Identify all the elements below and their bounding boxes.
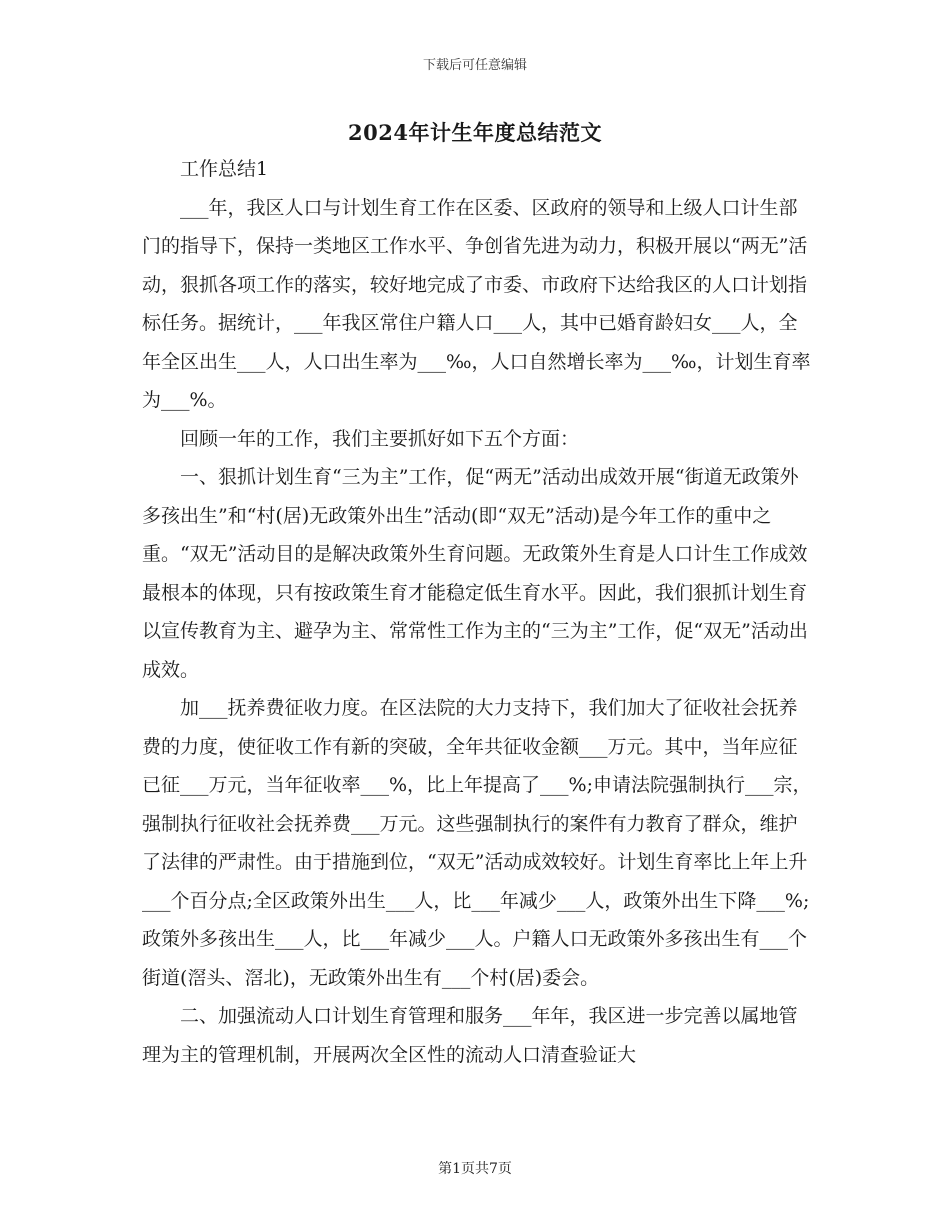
paragraph: 一、狠抓计划生育“三为主”工作，促“两无”活动出成效开展“街道无政策外多孩出生”和“村(居)无政策外出生”活动(即“双无”活动)是今年工作的重中之重。“双无”活动目的是解决政策外生育问题。无政策外生育是人口计生工作成效最根本的体现，只有按政策生育才能稳定低生育水平。因此，我们狠抓计划生育以宣传教育为主、避孕为主、常常性工作为主的“三为主”工作，促“双无”活动出成效。: [142, 466, 808, 681]
header-note: 下载后可任意编辑: [422, 58, 527, 73]
paragraph: ___年，我区人口与计划生育工作在区委、区政府的领导和上级人口计生部门的指导下，保持一类地区工作水平、争创省先进为动力，积极开展以“两无”活动，狠抓各项工作的落实，较好地完成了市委、市政府下达给我区的人口计划指标任务。据统计，___年我区常住户籍人口___人，其中已婚育龄妇女___人，全年全区出生___人，人口出生率为___‰，人口自然增长率为___‰，计划生育率为___%。: [142, 196, 811, 411]
paragraph: 二、加强流动人口计划生育管理和服务___年年，我区进一步完善以属地管理为主的管理机制，开展两次全区性的流动人口清查验证大: [142, 1005, 798, 1066]
paragraph: 加___抚养费征收力度。在区法院的大力支持下，我们加大了征收社会抚养费的力度，使征收工作有新的突破，全年共征收金额___万元。其中，当年应征已征___万元，当年征收率___%，比上年提高了___%;申请法院强制执行___宗，强制执行征收社会抚养费___万元。这些强制执行的案件有力教育了群众，维护了法律的严肃性。由于措施到位，“双无”活动成效较好。计划生育率比上年上升___个百分点;全区政策外出生___人，比___年减少___人，政策外出生下降___%;政策外多孩出生___人，比___年减少___人。户籍人口无政策外多孩出生有___个街道(滘头、滘北)，无政策外出生有___个村(居)委会。: [142, 697, 812, 989]
section-subtitle: 工作总结1: [180, 158, 269, 180]
paragraph: 回顾一年的工作，我们主要抓好如下五个方面：: [180, 427, 580, 450]
page-indicator: 第1页共7页: [438, 1161, 512, 1177]
document-body: [142, 150, 812, 1074]
document-title: 2024年计生年度总结范文: [348, 120, 602, 145]
